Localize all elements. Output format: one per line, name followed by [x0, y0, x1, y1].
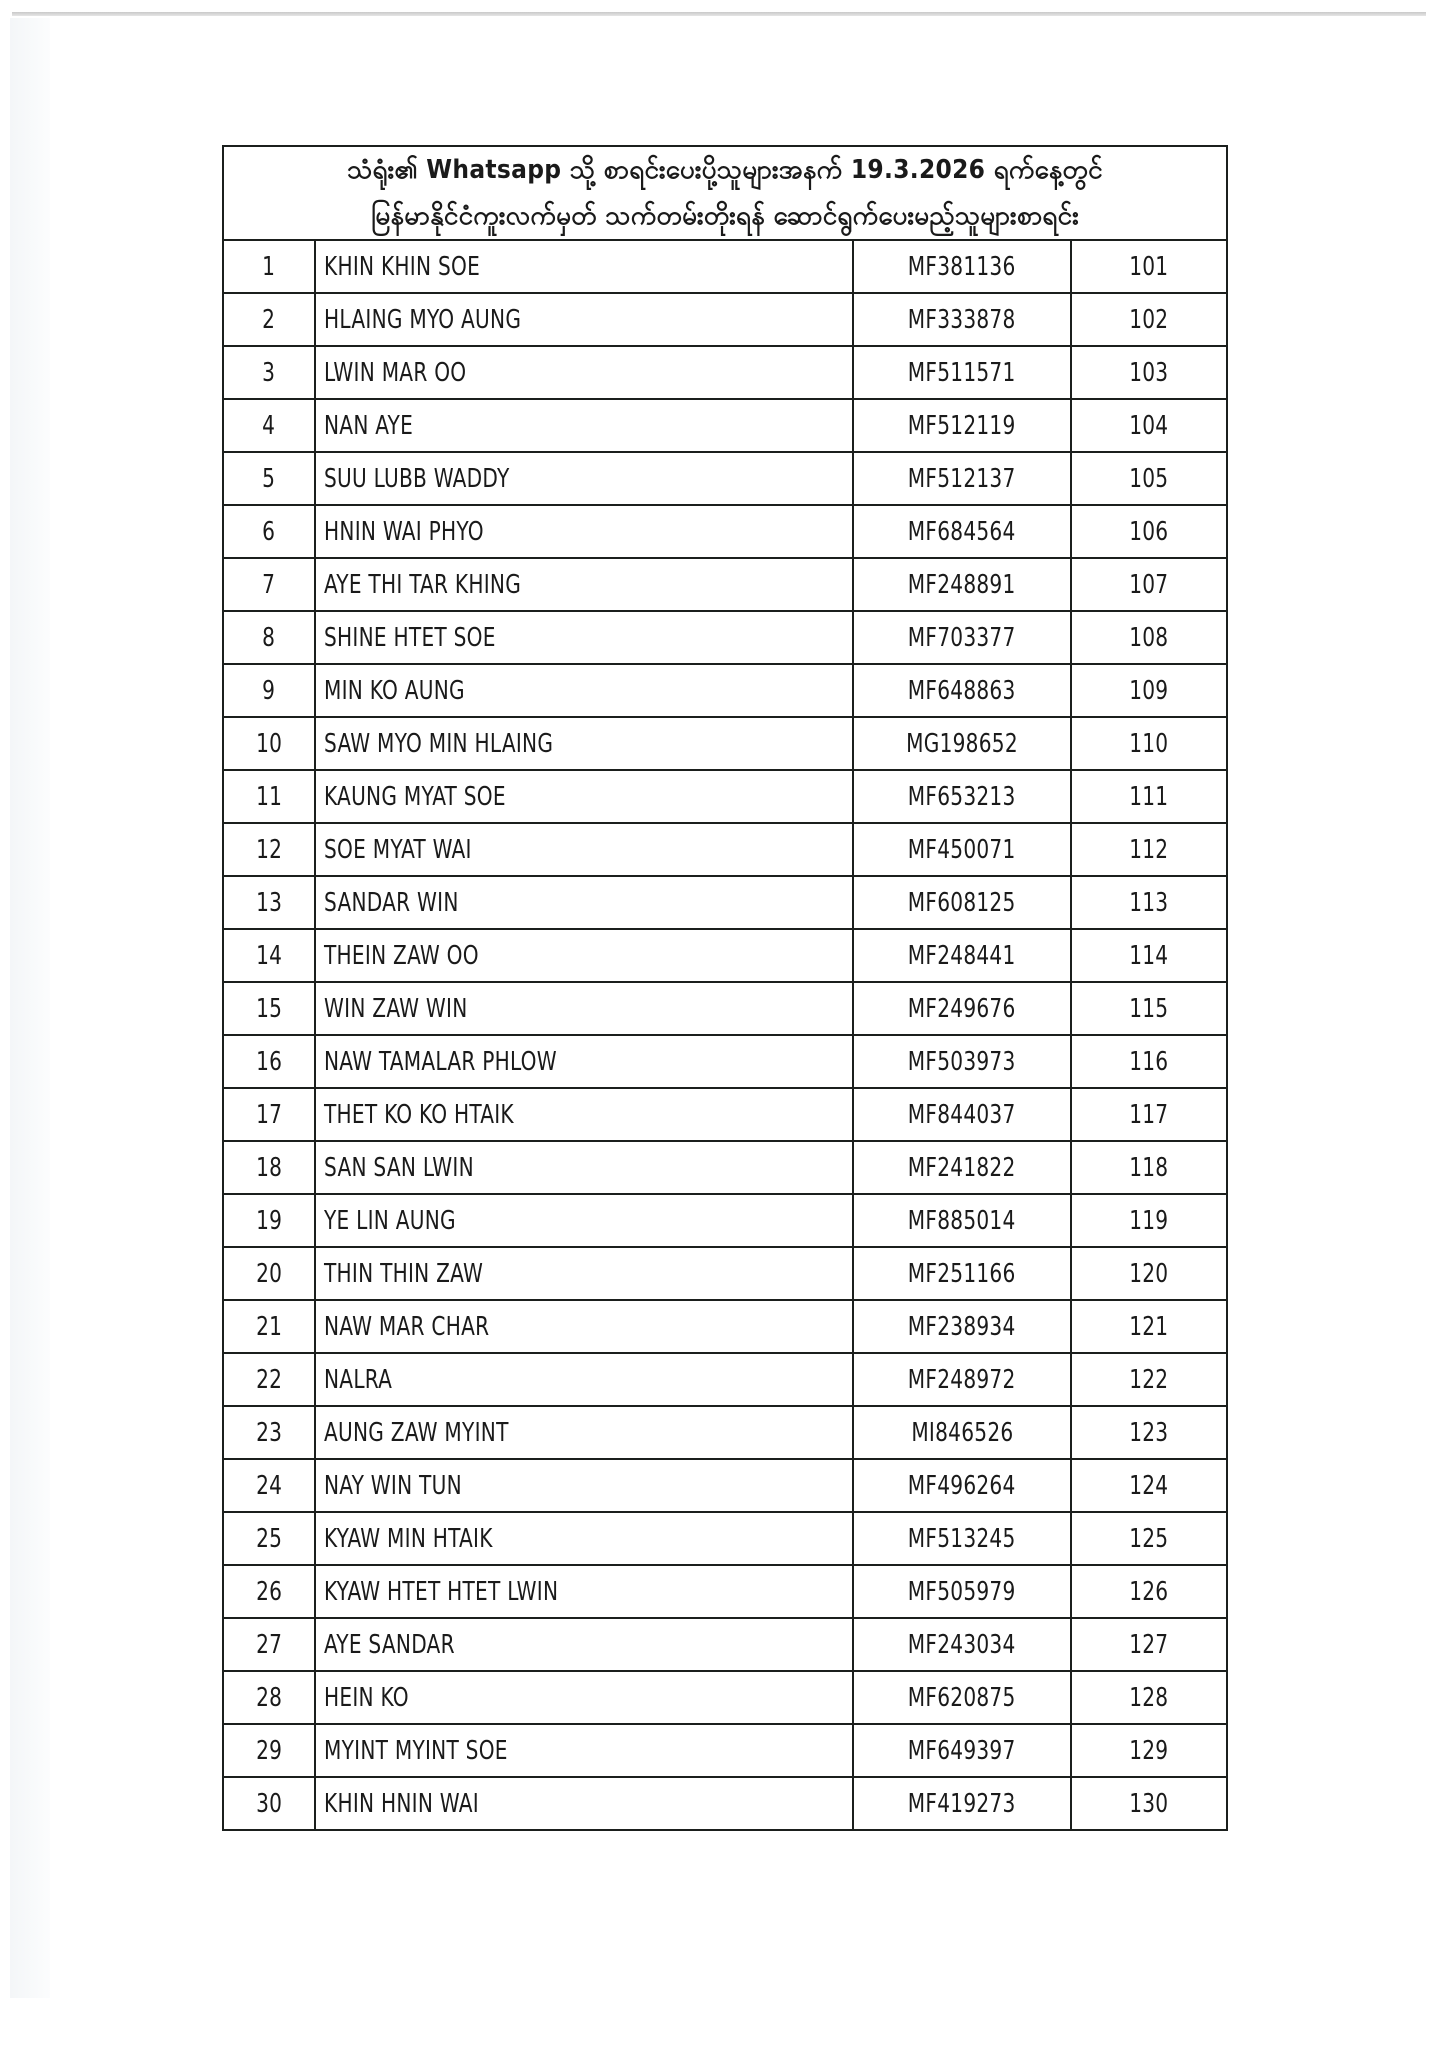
row-index: 10 [255, 728, 283, 759]
row-queue-number: 109 [1129, 675, 1169, 706]
row-passport-number-cell [853, 1035, 1071, 1088]
row-queue-number-cell [1071, 1247, 1227, 1300]
row-queue-number: 126 [1129, 1576, 1169, 1607]
row-queue-number: 110 [1129, 728, 1169, 759]
row-index-cell [223, 611, 315, 664]
row-passport-number: MF885014 [908, 1205, 1016, 1236]
row-index-cell [223, 876, 315, 929]
row-queue-number: 121 [1129, 1311, 1169, 1342]
row-passport-number-cell [853, 1618, 1071, 1671]
row-name: NAW TAMALAR PHLOW [324, 1046, 557, 1077]
row-queue-number: 102 [1129, 304, 1169, 335]
table-row [223, 505, 1227, 558]
row-name-cell [315, 505, 853, 558]
row-passport-number: MF496264 [908, 1470, 1016, 1501]
row-passport-number-cell [853, 1565, 1071, 1618]
row-name: SAW MYO MIN HLAING [324, 728, 554, 759]
row-index-cell [223, 505, 315, 558]
row-passport-number-cell [853, 876, 1071, 929]
row-queue-number: 114 [1129, 940, 1169, 971]
row-passport-number: MF620875 [908, 1682, 1016, 1713]
row-passport-number: MF248891 [908, 569, 1016, 600]
row-index: 18 [255, 1152, 283, 1183]
row-queue-number-cell [1071, 1565, 1227, 1618]
row-passport-number: MF248972 [908, 1364, 1016, 1395]
row-index-cell [223, 1247, 315, 1300]
row-index: 15 [255, 993, 283, 1024]
row-queue-number: 125 [1129, 1523, 1169, 1554]
row-name: SOE MYAT WAI [324, 834, 472, 865]
row-passport-number-cell [853, 1247, 1071, 1300]
row-index-cell [223, 240, 315, 293]
row-index-cell [223, 1618, 315, 1671]
row-passport-number-cell [853, 1724, 1071, 1777]
row-index-cell [223, 399, 315, 452]
scan-edge-left [10, 18, 50, 1998]
table-row [223, 1671, 1227, 1724]
row-passport-number-cell [853, 1406, 1071, 1459]
row-queue-number-cell [1071, 770, 1227, 823]
row-name-cell [315, 1300, 853, 1353]
row-passport-number: MG198652 [906, 728, 1018, 759]
row-passport-number-cell [853, 1777, 1071, 1830]
row-passport-number: MF249676 [908, 993, 1016, 1024]
table-row [223, 876, 1227, 929]
row-queue-number: 122 [1129, 1364, 1169, 1395]
row-name-cell [315, 1406, 853, 1459]
row-index: 16 [255, 1046, 283, 1077]
row-queue-number-cell [1071, 293, 1227, 346]
row-index-cell [223, 452, 315, 505]
table-heading-row [223, 146, 1227, 240]
row-index: 17 [255, 1099, 283, 1130]
row-name: THEIN ZAW OO [324, 940, 479, 971]
row-index-cell [223, 717, 315, 770]
row-name-cell [315, 1618, 853, 1671]
row-index: 12 [255, 834, 283, 865]
row-name-cell [315, 1035, 853, 1088]
row-passport-number-cell [853, 240, 1071, 293]
row-passport-number: MF653213 [908, 781, 1016, 812]
row-passport-number-cell [853, 1300, 1071, 1353]
row-name: AUNG ZAW MYINT [324, 1417, 509, 1448]
row-name: WIN ZAW WIN [324, 993, 468, 1024]
row-passport-number: MF505979 [908, 1576, 1016, 1607]
row-passport-number: MF703377 [908, 622, 1016, 653]
row-index: 25 [255, 1523, 283, 1554]
row-name: NAN AYE [324, 410, 414, 441]
row-queue-number: 104 [1129, 410, 1169, 441]
row-queue-number: 116 [1129, 1046, 1169, 1077]
row-name: KYAW HTET HTET LWIN [324, 1576, 559, 1607]
row-passport-number-cell [853, 399, 1071, 452]
row-queue-number-cell [1071, 240, 1227, 293]
row-passport-number: MF248441 [908, 940, 1016, 971]
row-index-cell [223, 558, 315, 611]
row-name: SUU LUBB WADDY [324, 463, 510, 494]
row-passport-number: MF503973 [908, 1046, 1016, 1077]
row-passport-number: MF512119 [908, 410, 1016, 441]
row-passport-number: MF648863 [908, 675, 1016, 706]
row-index-cell [223, 664, 315, 717]
row-index-cell [223, 1300, 315, 1353]
row-queue-number: 130 [1129, 1788, 1169, 1819]
scan-edge-top [12, 12, 1426, 16]
table-row [223, 293, 1227, 346]
row-index-cell [223, 1671, 315, 1724]
row-queue-number: 128 [1129, 1682, 1169, 1713]
row-name-cell [315, 1777, 853, 1830]
row-queue-number: 107 [1129, 569, 1169, 600]
table-row [223, 452, 1227, 505]
table-row [223, 1141, 1227, 1194]
row-index-cell [223, 1035, 315, 1088]
row-name-cell [315, 664, 853, 717]
row-index: 13 [255, 887, 283, 918]
table-row [223, 1088, 1227, 1141]
row-index-cell [223, 1353, 315, 1406]
row-index: 8 [262, 622, 276, 653]
row-passport-number: MI846526 [910, 1417, 1014, 1448]
row-name: KHIN KHIN SOE [324, 251, 481, 282]
row-passport-number: MF684564 [908, 516, 1016, 547]
row-passport-number-cell [853, 558, 1071, 611]
row-name-cell [315, 1512, 853, 1565]
row-index: 5 [262, 463, 276, 494]
row-queue-number: 105 [1129, 463, 1169, 494]
row-index-cell [223, 1194, 315, 1247]
row-queue-number-cell [1071, 399, 1227, 452]
row-passport-number: MF512137 [908, 463, 1016, 494]
row-name-cell [315, 1088, 853, 1141]
row-passport-number-cell [853, 929, 1071, 982]
row-index: 14 [255, 940, 283, 971]
row-passport-number: MF844037 [908, 1099, 1016, 1130]
row-queue-number: 123 [1129, 1417, 1169, 1448]
table-row [223, 346, 1227, 399]
table-row [223, 1565, 1227, 1618]
row-queue-number: 112 [1129, 834, 1169, 865]
table-row [223, 929, 1227, 982]
heading-line-1: သံရုံး၏ Whatsapp သို့ စာရင်းပေးပို့သူများအနက် 19.3.2026 ရက်နေ့တွင် [347, 155, 1103, 185]
row-name-cell [315, 823, 853, 876]
row-passport-number-cell [853, 452, 1071, 505]
row-queue-number-cell [1071, 346, 1227, 399]
row-index-cell [223, 929, 315, 982]
table-row [223, 717, 1227, 770]
row-queue-number: 106 [1129, 516, 1169, 547]
row-queue-number: 101 [1129, 251, 1169, 282]
row-name: MIN KO AUNG [324, 675, 465, 706]
row-index: 4 [262, 410, 276, 441]
row-name-cell [315, 717, 853, 770]
row-queue-number-cell [1071, 823, 1227, 876]
row-queue-number: 118 [1129, 1152, 1169, 1183]
row-index: 20 [255, 1258, 283, 1289]
row-index-cell [223, 1777, 315, 1830]
row-passport-number: MF649397 [908, 1735, 1016, 1766]
row-passport-number-cell [853, 717, 1071, 770]
row-name-cell [315, 876, 853, 929]
row-name-cell [315, 770, 853, 823]
row-name-cell [315, 558, 853, 611]
table-row [223, 1724, 1227, 1777]
row-name: AYE SANDAR [324, 1629, 455, 1660]
row-queue-number: 127 [1129, 1629, 1169, 1660]
row-passport-number: MF608125 [908, 887, 1016, 918]
row-index-cell [223, 1406, 315, 1459]
table-row [223, 664, 1227, 717]
row-queue-number-cell [1071, 717, 1227, 770]
row-index: 29 [255, 1735, 283, 1766]
row-name: MYINT MYINT SOE [324, 1735, 508, 1766]
row-passport-number: MF450071 [908, 834, 1016, 865]
row-index: 1 [262, 251, 276, 282]
row-index-cell [223, 982, 315, 1035]
row-queue-number-cell [1071, 664, 1227, 717]
row-passport-number: MF419273 [908, 1788, 1016, 1819]
row-name: THIN THIN ZAW [324, 1258, 484, 1289]
row-passport-number: MF333878 [908, 304, 1016, 335]
row-passport-number-cell [853, 1353, 1071, 1406]
row-queue-number-cell [1071, 558, 1227, 611]
row-name: NAY WIN TUN [324, 1470, 462, 1501]
row-queue-number-cell [1071, 452, 1227, 505]
row-name: THET KO KO HTAIK [324, 1099, 514, 1130]
passport-table [222, 145, 1228, 1831]
row-queue-number: 119 [1129, 1205, 1169, 1236]
row-name-cell [315, 929, 853, 982]
row-passport-number-cell [853, 823, 1071, 876]
row-queue-number-cell [1071, 1300, 1227, 1353]
row-name-cell [315, 399, 853, 452]
row-index: 7 [262, 569, 276, 600]
row-passport-number-cell [853, 1671, 1071, 1724]
row-name-cell [315, 452, 853, 505]
row-name-cell [315, 240, 853, 293]
heading-line-2: မြန်မာနိုင်ငံကူးလက်မှတ် သက်တမ်းတိုးရန် ဆောင်ရွက်ပေးမည့်သူများစာရင်း [371, 201, 1079, 231]
row-name: HLAING MYO AUNG [324, 304, 522, 335]
row-passport-number-cell [853, 1088, 1071, 1141]
table-row [223, 770, 1227, 823]
row-queue-number-cell [1071, 1141, 1227, 1194]
row-queue-number-cell [1071, 1406, 1227, 1459]
row-index: 26 [255, 1576, 283, 1607]
row-queue-number-cell [1071, 1459, 1227, 1512]
row-passport-number-cell [853, 293, 1071, 346]
row-queue-number: 113 [1129, 887, 1169, 918]
row-passport-number: MF251166 [908, 1258, 1016, 1289]
row-passport-number: MF238934 [908, 1311, 1016, 1342]
table-row [223, 558, 1227, 611]
row-name: HEIN KO [324, 1682, 409, 1713]
row-index: 9 [262, 675, 276, 706]
row-name-cell [315, 1724, 853, 1777]
row-queue-number-cell [1071, 1194, 1227, 1247]
row-name: LWIN MAR OO [324, 357, 467, 388]
row-queue-number: 108 [1129, 622, 1169, 653]
table-row [223, 1406, 1227, 1459]
row-name-cell [315, 982, 853, 1035]
row-index: 6 [262, 516, 276, 547]
row-index: 30 [255, 1788, 283, 1819]
row-index: 22 [255, 1364, 283, 1395]
row-index: 21 [255, 1311, 283, 1342]
row-name-cell [315, 1565, 853, 1618]
row-name: NALRA [324, 1364, 393, 1395]
row-index-cell [223, 1459, 315, 1512]
row-index-cell [223, 1088, 315, 1141]
row-index: 19 [255, 1205, 283, 1236]
passport-renewal-list [222, 145, 1228, 1831]
table-heading [223, 146, 1227, 240]
row-index-cell [223, 1565, 315, 1618]
row-passport-number: MF241822 [908, 1152, 1016, 1183]
table-row [223, 611, 1227, 664]
row-name-cell [315, 1671, 853, 1724]
row-passport-number: MF511571 [908, 357, 1016, 388]
table-row [223, 1777, 1227, 1830]
row-name: KHIN HNIN WAI [324, 1788, 479, 1819]
row-queue-number: 129 [1129, 1735, 1169, 1766]
row-index: 2 [262, 304, 276, 335]
row-queue-number: 111 [1129, 781, 1169, 812]
row-passport-number-cell [853, 1459, 1071, 1512]
row-queue-number: 115 [1129, 993, 1169, 1024]
row-passport-number-cell [853, 1512, 1071, 1565]
row-passport-number: MF513245 [908, 1523, 1016, 1554]
row-passport-number-cell [853, 346, 1071, 399]
row-name-cell [315, 346, 853, 399]
row-queue-number: 103 [1129, 357, 1169, 388]
row-passport-number-cell [853, 664, 1071, 717]
row-queue-number-cell [1071, 1671, 1227, 1724]
row-queue-number-cell [1071, 876, 1227, 929]
row-passport-number-cell [853, 770, 1071, 823]
table-row [223, 399, 1227, 452]
row-index: 24 [255, 1470, 283, 1501]
row-name: KAUNG MYAT SOE [324, 781, 506, 812]
row-name-cell [315, 1247, 853, 1300]
row-passport-number: MF243034 [908, 1629, 1016, 1660]
row-index-cell [223, 293, 315, 346]
row-passport-number-cell [853, 982, 1071, 1035]
table-row [223, 982, 1227, 1035]
row-index: 3 [262, 357, 276, 388]
row-index-cell [223, 346, 315, 399]
row-name-cell [315, 1141, 853, 1194]
row-index-cell [223, 1724, 315, 1777]
row-name-cell [315, 1194, 853, 1247]
row-index-cell [223, 770, 315, 823]
row-name: AYE THI TAR KHING [324, 569, 522, 600]
table-row [223, 1300, 1227, 1353]
row-queue-number-cell [1071, 1088, 1227, 1141]
row-name: KYAW MIN HTAIK [324, 1523, 493, 1554]
row-name-cell [315, 1353, 853, 1406]
row-name: HNIN WAI PHYO [324, 516, 484, 547]
row-queue-number-cell [1071, 982, 1227, 1035]
row-name: YE LIN AUNG [324, 1205, 456, 1236]
row-passport-number: MF381136 [908, 251, 1016, 282]
table-row [223, 240, 1227, 293]
row-queue-number-cell [1071, 1618, 1227, 1671]
table-row [223, 1035, 1227, 1088]
row-passport-number-cell [853, 611, 1071, 664]
row-name: NAW MAR CHAR [324, 1311, 490, 1342]
row-queue-number-cell [1071, 1777, 1227, 1830]
row-queue-number-cell [1071, 929, 1227, 982]
row-queue-number: 117 [1129, 1099, 1169, 1130]
row-queue-number: 120 [1129, 1258, 1169, 1289]
row-passport-number-cell [853, 1194, 1071, 1247]
row-name: SHINE HTET SOE [324, 622, 496, 653]
row-queue-number-cell [1071, 1724, 1227, 1777]
row-index-cell [223, 1141, 315, 1194]
table-row [223, 1618, 1227, 1671]
row-passport-number-cell [853, 505, 1071, 558]
row-index-cell [223, 823, 315, 876]
table-row [223, 823, 1227, 876]
row-queue-number-cell [1071, 611, 1227, 664]
table-row [223, 1512, 1227, 1565]
row-queue-number-cell [1071, 505, 1227, 558]
table-row [223, 1459, 1227, 1512]
row-name-cell [315, 1459, 853, 1512]
table-row [223, 1247, 1227, 1300]
row-name: SANDAR WIN [324, 887, 459, 918]
table-row [223, 1194, 1227, 1247]
row-passport-number-cell [853, 1141, 1071, 1194]
row-index-cell [223, 1512, 315, 1565]
row-name: SAN SAN LWIN [324, 1152, 474, 1183]
row-name-cell [315, 293, 853, 346]
row-index: 11 [255, 781, 283, 812]
table-row [223, 1353, 1227, 1406]
row-index: 23 [255, 1417, 283, 1448]
row-queue-number-cell [1071, 1353, 1227, 1406]
row-queue-number: 124 [1129, 1470, 1169, 1501]
row-name-cell [315, 611, 853, 664]
row-index: 28 [255, 1682, 283, 1713]
row-index: 27 [255, 1629, 283, 1660]
row-queue-number-cell [1071, 1035, 1227, 1088]
row-queue-number-cell [1071, 1512, 1227, 1565]
